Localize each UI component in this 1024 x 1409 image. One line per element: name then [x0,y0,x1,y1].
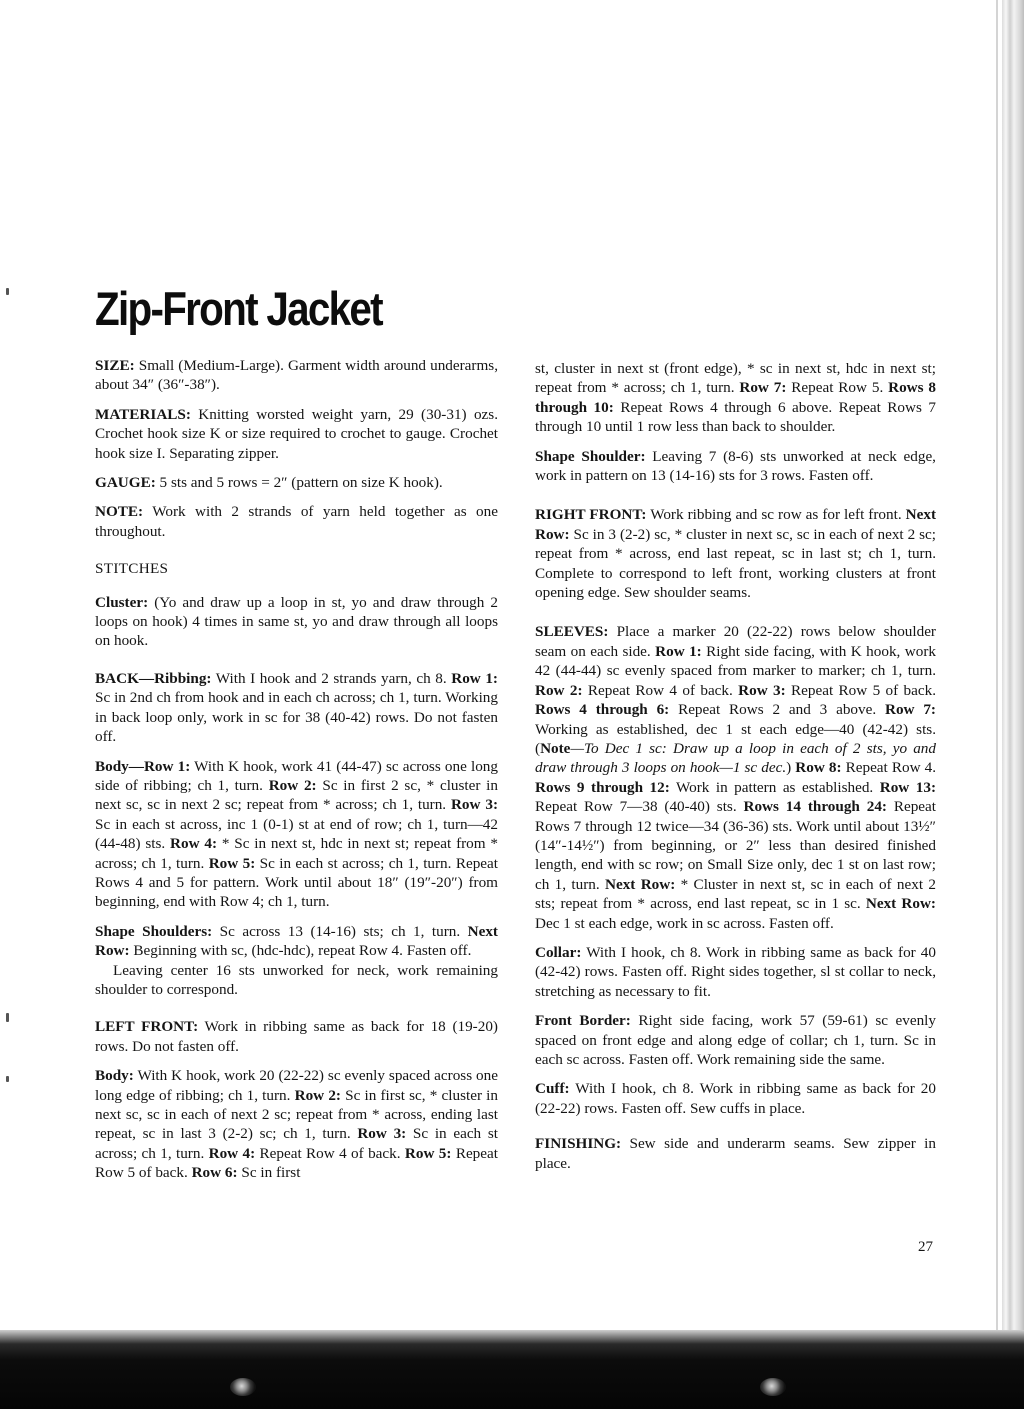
note-label: Note [540,739,571,757]
row-label: Row 4: [208,1144,256,1162]
row-label: Row 1: [655,642,702,660]
materials-label: MATERIALS: [95,405,191,423]
row-label: Row 5: [208,854,256,872]
text-run: Right side facing, with K hook, work 42 (44-44) sc evenly spaced from marker to marker; ch 1, turn. [535,642,936,680]
dec-note-text: —To Dec 1 sc: Draw up a loop in each of 2 sts, yo and draw through 3 loops on hook—1 sc dec. [535,739,936,777]
finishing-paragraph [535,1134,936,1173]
text-run: With I hook and 2 strands yarn, ch 8. [211,669,452,687]
left-front-label: LEFT FRONT: [95,1018,199,1036]
text-run: Repeat Rows 4 through 6 above. Repeat Rows 7 through 10 until 1 row less than back to shoulder. [535,398,937,436]
margin-mark [6,288,9,295]
binder-hole-icon [230,1378,256,1396]
collar-paragraph [535,943,936,1001]
shape-shoulder-label: Shape Shoulder: [535,447,646,465]
text-run: Work in pattern as established. [669,778,880,796]
row-label: Row 8: [795,759,842,777]
text-run: With I hook, ch 8. Work in ribbing same as back for 20 (22-22) rows. Fasten off. Sew cuffs in place. [535,1080,936,1117]
page-number: 27 [918,1239,933,1255]
cuff-paragraph [535,1079,936,1118]
cluster-text: (Yo and draw up a loop in st, yo and draw through 2 loops on hook) 4 times in same st, yo and draw through all loops on hook. [95,593,498,650]
text-run: Sc in 3 (2-2) sc, * cluster in next sc, sc in each of next 2 sc; repeat from * across, end last repeat, sc in last st; ch 1, turn. Complete to correspond to left front, working clusters at front opening edge. Sew shoulder seams. [535,525,936,602]
gauge-text: 5 sts and 5 rows = 2″ (pattern on size K hook). [155,474,443,492]
page-edge-line [996,0,998,1340]
text-run: Sc in each st across, inc 1 (0-1) st at end of row; ch 1, turn—42 (44-48) sts. [95,815,498,853]
shape-shoulders-continuation: Leaving center 16 sts unworked for neck, work remaining shoulder to correspond. [95,961,498,998]
page-title: Zip-Front Jacket [95,282,382,335]
text-run: Sc in each st across; ch 1, turn. [95,1125,498,1162]
left-front-paragraph [95,1017,498,1056]
text-run: Dec 1 st each edge, work in sc across. Fasten off. [535,914,834,932]
text-run: Repeat Row 4 of back. [582,681,739,699]
margin-mark [6,1013,9,1022]
text-run: Working as established, dec 1 st each edge—40 (42-42) sts. ( [535,720,936,757]
text-run: Sc in 2nd ch from hook and in each ch across; ch 1, turn. Working in back loop only, work in sc for 38 (40-42) rows. Do not fasten off. [95,689,498,746]
row-label: Row 2: [294,1086,341,1104]
text-run: With I hook, ch 8. Work in ribbing same as back for 40 (42-42) rows. Fasten off. Right sides together, sl st collar to neck, stretching as necessary to fit. [535,943,936,1000]
cluster-paragraph [95,593,498,651]
cuff-label: Cuff: [535,1080,570,1098]
text-run: st, cluster in next st (front edge), * sc in next st, hdc in next st; repeat from * across; ch 1, turn. [535,360,936,397]
row-label: Row 6: [191,1164,238,1182]
size-text: Small (Medium-Large). Garment width around underarms, about 34″ (36″-38″). [95,357,498,394]
back-body-label: Body—Row 1: [95,757,191,775]
row-label: Row 2: [268,776,317,794]
text-run: * Cluster in next st, sc in each of next 2 sts; repeat from * across, end last repeat, sc in 1 sc. [535,875,937,913]
row-label: Next Row: [865,895,936,913]
gauge-paragraph [95,473,498,492]
right-front-paragraph [535,505,936,602]
text-run: Sc in first 2 sc, * cluster in next sc, sc in next 2 sc; repeat from * across; ch 1, turn. [95,776,498,814]
back-ribbing-label: BACK—Ribbing: [95,669,212,687]
row-label: Next Row: [535,506,937,543]
size-paragraph [95,356,498,395]
text-run: Repeat Rows 7 through 12 twice—34 (36-36) sts. Work until about 13½″ (14″-14½″) from beginning, or 2″ less than desired finished length, end with sc row; on Small Size only, dec 1 st on last row; ch 1, turn. [535,798,936,893]
text-run: Sc across 13 (14-16) sts; ch 1, turn. [212,922,468,940]
text-run: Repeat Row 5 of back. [785,681,936,699]
row-label: Row 7: [739,379,787,397]
text-run: Repeat Row 7—38 (40-40) sts. [535,798,744,816]
front-border-paragraph [535,1011,936,1069]
shape-shoulders-paragraph [95,922,498,961]
shape-shoulders-label: Shape Shoulders: [95,922,213,940]
row-label: Rows 4 through 6: [535,701,670,719]
text-run: With K hook, work 41 (44-47) sc across one long side of ribbing; ch 1, turn. [95,757,498,794]
margin-mark [6,1076,9,1082]
text-run: Sc in first [237,1164,301,1182]
text-run: Work in ribbing same as back for 18 (19-20) rows. Do not fasten off. [95,1018,498,1055]
shape-shoulder-paragraph [535,447,936,486]
text-run: With K hook, work 20 (22-22) sc evenly spaced across one long edge of ribbing; ch 1, turn. [95,1067,498,1104]
scan-bottom-band [0,1330,1024,1409]
text-run: Repeat Row 4. [841,759,937,777]
row-label: Next Row: [95,922,498,960]
row-label: Next Row: [605,875,676,893]
left-front-continuation [535,359,936,437]
text-run: Repeat Row 5 of back. [95,1144,498,1182]
row-label: Row 3: [738,681,786,699]
collar-label: Collar: [535,943,582,961]
text-run: Right side facing, work 57 (59-61) sc evenly spaced on front edge and along edge of collar; ch 1, turn. Sc in each sc across. Fasten off. Work remaining side the same. [535,1012,936,1068]
back-body-paragraph [95,757,498,912]
text-run: Beginning with sc, (hdc-hdc), repeat Row 4. Fasten off. [129,942,472,960]
text-run: Place a marker 20 (22-22) rows below shoulder seam on each side. [535,623,936,660]
binder-hole-icon [760,1378,786,1396]
row-label: Row 3: [450,796,499,814]
left-column [95,356,498,1193]
left-front-body-paragraph [95,1066,498,1182]
gauge-label: GAUGE: [95,474,156,492]
front-border-label: Front Border: [535,1012,631,1030]
row-label: Rows 8 through 10: [535,379,937,416]
back-ribbing-paragraph [95,669,498,747]
size-label: SIZE: [95,357,135,374]
text-run: Repeat Row 5. [786,379,889,397]
row-label: Row 4: [170,835,218,853]
text-run: Sc in each st across; ch 1, turn. Repeat Rows 4 and 5 for pattern. Work until about 18″ (19″-20″) from beginning, end with Row 4; ch 1, turn. [95,854,499,911]
text-run: Work ribbing and sc row as for left front. [646,506,906,524]
right-column [535,359,936,1183]
row-label: Rows 14 through 24: [743,798,887,816]
materials-text: Knitting worsted weight yarn, 29 (30-31) ozs. Crochet hook size K or size required to crochet to gauge. Crochet hook size I. Separating zipper. [95,405,498,462]
text-run: Leaving 7 (8-6) sts unworked at neck edge, work in pattern on 13 (14-16) sts for 3 rows. Fasten off. [535,447,936,485]
row-label: Row 5: [404,1144,452,1162]
row-label: Row 13: [879,778,936,796]
row-label: Row 1: [451,669,498,687]
row-label: Row 3: [357,1125,407,1143]
materials-paragraph [95,405,498,463]
text-run: Repeat Row 4 of back. [255,1144,405,1162]
sleeves-paragraph [535,622,936,933]
note-text: Work with 2 strands of yarn held together as one throughout. [95,503,498,540]
sleeves-label: SLEEVES: [535,623,609,641]
right-front-label: RIGHT FRONT: [535,506,647,524]
note-label: NOTE: [95,503,144,521]
note-paragraph [95,502,498,541]
row-label: Row 2: [535,681,583,699]
text-run: Sew side and underarm seams. Sew zipper in place. [535,1135,936,1172]
cluster-label: Cluster: [95,593,149,611]
text-run: ) [786,759,796,777]
left-front-body-label: Body: [95,1067,134,1085]
page-edge-strip [1002,0,1024,1340]
stitches-heading: STITCHES [95,560,169,578]
finishing-label: FINISHING: [535,1135,622,1153]
text-run: Repeat Rows 2 and 3 above. [669,701,885,719]
row-label: Row 7: [884,701,936,719]
row-label: Rows 9 through 12: [535,778,670,796]
text-run: Sc in first sc, * cluster in next sc, sc in each of next 2 sc; repeat from * across, ending last repeat, sc in last 3 (2-2) sc; ch 1, turn. [95,1086,498,1143]
text-run: * Sc in next st, hdc in next st; repeat from * across; ch 1, turn. [95,835,499,872]
